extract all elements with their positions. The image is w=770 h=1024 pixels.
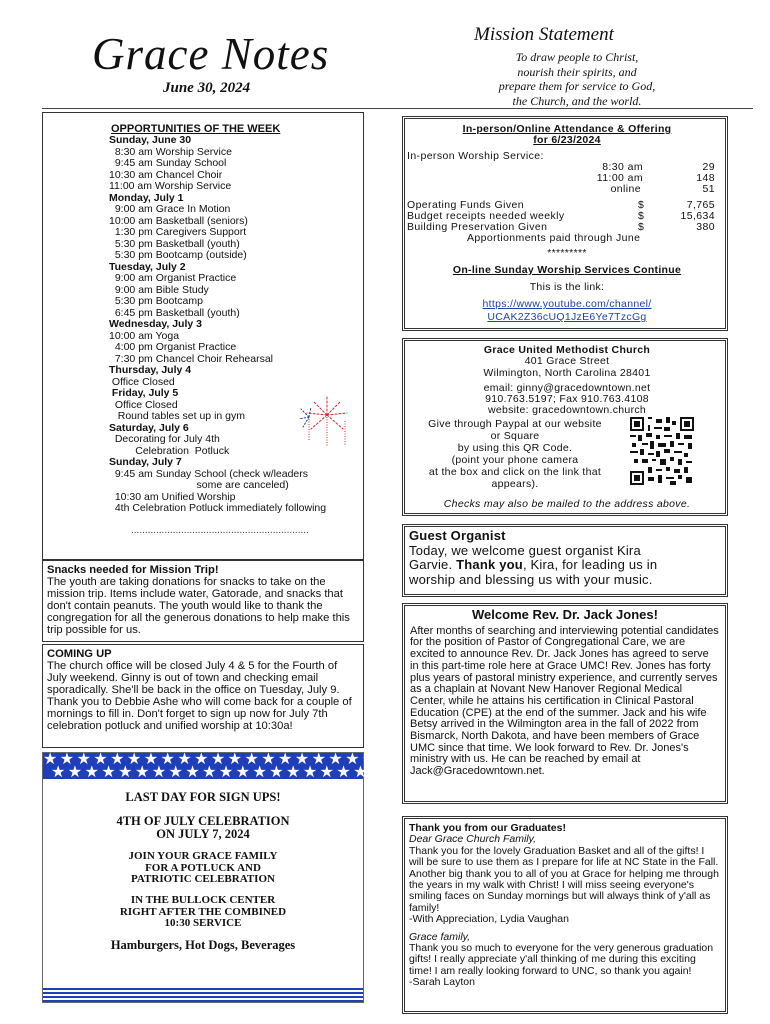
attendance-count: 29 bbox=[702, 161, 715, 173]
schedule-item: 9:00 am Grace In Motion bbox=[109, 203, 231, 215]
guest-line: worship and blessing us with your music. bbox=[409, 571, 653, 587]
church-address: 401 Grace Street bbox=[524, 355, 610, 367]
welcome-body: After months of searching and interviewing potential candidates for the position of Pastor of Congregational Care, we are excited to announce Rev. Dr. Jack Jones has agreed to serve in this part-time role here at Grace UMC! Rev. Jones has forty plus years of pastoral ministry experience, and currently serves as a chaplain at Novant New Hanover Regional Medical Center, while he attains his certification in Clinical Pastoral Education (CPE) at the end of the summer. Jack and his wife Betsy arrived in the Wilmington area in the fall of 2022 from Bismarck, North Dakota, and have been members of Grace UMC since that time. We look forward to Rev. Dr. Jones's ministry with us. He can be reached by email at Jack@Gracedowntown.net. bbox=[410, 624, 719, 778]
mission-line: the Church, and the world. bbox=[512, 93, 642, 108]
newsletter-date: June 30, 2024 bbox=[163, 80, 251, 96]
give-text: or Square bbox=[490, 430, 540, 442]
give-text: by using this QR Code. bbox=[457, 442, 573, 454]
schedule-item: 1:30 pm Caregivers Support bbox=[109, 226, 247, 238]
attendance-count: 51 bbox=[702, 183, 715, 195]
apportionments-text: Apportionments paid through June bbox=[467, 232, 641, 244]
schedule-item: Decorating for July 4th bbox=[109, 433, 220, 445]
thanks-body: Thank you for the lovely Graduation Basket and all of the gifts! I will be sure to use them as I prepare for life at NC State in the Fall. Another big thank you to all of you at Grace for helping me through the years in my walk with Christ! I will miss seeing everyone's smiling faces on Sunday mornings but will always think of y'all as family! bbox=[409, 844, 719, 914]
church-website[interactable]: website: gracedowntown.church bbox=[487, 404, 647, 416]
guest-text: Garvie. bbox=[409, 557, 457, 572]
attendance-heading-date: for 6/23/2024 bbox=[533, 134, 601, 146]
schedule-day: Sunday, June 30 bbox=[109, 134, 192, 146]
schedule-item: 9:00 am Bible Study bbox=[109, 283, 209, 296]
guest-organist-box bbox=[402, 524, 728, 597]
flyer-line: PATRIOTIC CELEBRATION bbox=[131, 873, 275, 885]
fund-label: Building Preservation Given bbox=[407, 221, 548, 233]
attendance-heading: In-person/Online Attendance & Offering bbox=[462, 123, 672, 135]
schedule-item: 4th Celebration Potluck immediately following bbox=[109, 502, 327, 514]
dotted-divider: ................................................................ bbox=[131, 525, 309, 536]
attendance-count: 148 bbox=[696, 172, 715, 184]
schedule-day: Thursday, July 4 bbox=[109, 364, 192, 376]
thanks-heading: Thank you from our Graduates! bbox=[409, 822, 566, 834]
give-text: Give through Paypal at our website bbox=[428, 418, 602, 430]
fund-value: 380 bbox=[696, 221, 715, 233]
flyer-signup: LAST DAY FOR SIGN UPS! bbox=[125, 790, 281, 804]
schedule-item: 11:00 am Worship Service bbox=[109, 180, 232, 192]
thanks-salutation: Grace family, bbox=[409, 930, 471, 943]
fireworks-icon bbox=[297, 395, 355, 449]
schedule-item: 8:30 am Worship Service bbox=[109, 145, 232, 158]
youtube-link-channel[interactable]: UCAK2Z36cUQ1JzE6Ye7TzcGg bbox=[487, 311, 647, 323]
schedule-item: 6:45 pm Basketball (youth) bbox=[109, 306, 240, 319]
welcome-box bbox=[402, 603, 728, 804]
flyer-line: 10:30 SERVICE bbox=[164, 917, 242, 929]
header-divider bbox=[42, 108, 753, 109]
church-info-box bbox=[402, 338, 728, 516]
schedule-day: Friday, July 5 bbox=[109, 387, 179, 399]
mission-line: To draw people to Christ, bbox=[515, 50, 639, 64]
attendance-time: online bbox=[610, 183, 641, 195]
guest-line: Today, we welcome guest organist Kira bbox=[409, 542, 641, 558]
star-separator: ********* bbox=[547, 247, 587, 259]
online-worship-heading: On-line Sunday Worship Services Continue bbox=[452, 264, 682, 276]
worship-label: In-person Worship Service: bbox=[407, 150, 544, 162]
mission-line: prepare them for service to God, bbox=[498, 79, 656, 93]
fund-value: 7,765 bbox=[686, 199, 715, 211]
schedule-item: Round tables set up in gym bbox=[109, 410, 245, 422]
flyer-join bbox=[43, 851, 363, 886]
schedule-day: Monday, July 1 bbox=[109, 191, 184, 204]
give-text: (point your phone camera bbox=[451, 454, 579, 466]
schedule-day: Tuesday, July 2 bbox=[109, 260, 186, 273]
flyer-line: FOR A POTLUCK AND bbox=[145, 861, 261, 874]
attendance-time: 8:30 am bbox=[602, 161, 643, 173]
schedule-item: 10:00 am Yoga bbox=[109, 329, 180, 342]
snacks-box bbox=[42, 560, 364, 642]
thanks-signature: -Sarah Layton bbox=[409, 976, 475, 989]
flyer-line: IN THE BULLOCK CENTER bbox=[130, 894, 276, 906]
july-4th-flyer bbox=[42, 751, 417, 1003]
fund-value: 15,634 bbox=[680, 210, 715, 222]
qr-code-icon[interactable] bbox=[630, 417, 694, 485]
thanks-body: Thank you so much to everyone for the very generous graduation gifts! I really appreciate y'all thinking of me during this exciting time! I am really looking forward to UNC, so thank you again! bbox=[409, 942, 714, 977]
guest-line bbox=[409, 558, 721, 573]
church-name: Grace United Methodist Church bbox=[483, 344, 651, 356]
stars-row: ★ ★ ★ ★ ★ ★ ★ ★ ★ ★ ★ ★ ★ ★ ★ ★ ★ ★ ★ ★ ★ ★ bbox=[51, 764, 417, 781]
church-phone: 910.763.5197; Fax 910.763.4108 bbox=[485, 393, 649, 405]
snacks-heading: Snacks needed for Mission Trip! bbox=[47, 564, 219, 576]
schedule-day: Saturday, July 6 bbox=[109, 421, 189, 434]
thanks-salutation: Dear Grace Church Family, bbox=[409, 833, 537, 846]
schedule-item: Office Closed bbox=[109, 398, 178, 411]
fund-currency: $ bbox=[638, 199, 645, 211]
schedule-item: Office Closed bbox=[109, 375, 175, 388]
schedule-item: some are canceled) bbox=[109, 479, 289, 491]
schedule-day: Sunday, July 7 bbox=[109, 456, 182, 468]
schedule-item: 5:30 pm Bootcamp bbox=[109, 295, 203, 307]
schedule-item: 9:45 am Sunday School (check w/leaders bbox=[109, 467, 309, 480]
stripes-banner bbox=[43, 988, 363, 1002]
stars-banner bbox=[43, 751, 417, 781]
schedule-day: Wednesday, July 3 bbox=[109, 318, 202, 330]
church-email[interactable]: email: ginny@gracedowntown.net bbox=[483, 382, 651, 394]
coming-up-body: The church office will be closed July 4 & 5 for the Fourth of July weekend. Ginny is out of town and checking email sporadically. She'll be back in the office on Tuesday, July 9. Thank you to Debbie Ashe who will come back for a couple of mornings to fill in. Don't forget to sign up now for July 7th celebration potluck and unified worship at 10:30a! bbox=[47, 660, 352, 732]
coming-up-box bbox=[42, 644, 364, 748]
schedule-item: 4:00 pm Organist Practice bbox=[109, 341, 237, 353]
youtube-link[interactable]: https://www.youtube.com/channel/ bbox=[482, 298, 652, 310]
schedule-item: 5:30 pm Basketball (youth) bbox=[109, 237, 240, 250]
newsletter-title: Grace Notes bbox=[92, 29, 330, 79]
coming-up-heading: COMING UP bbox=[47, 648, 112, 660]
flyer-line: ON JULY 7, 2024 bbox=[156, 827, 250, 841]
guest-text: , Kira, for leading us in bbox=[522, 557, 658, 572]
schedule-item: 10:30 am Unified Worship bbox=[109, 490, 236, 503]
stars-row: ★ ★ ★ ★ ★ ★ ★ ★ ★ ★ ★ ★ ★ ★ ★ ★ ★ ★ ★ ★ ★ ★ bbox=[43, 751, 409, 768]
give-text: appears). bbox=[491, 478, 539, 490]
schedule-item: Celebration Potluck bbox=[109, 444, 230, 457]
opportunities-box bbox=[42, 112, 364, 560]
schedule-item: 10:00 am Basketball (seniors) bbox=[109, 214, 248, 227]
fund-label: Budget receipts needed weekly bbox=[407, 210, 565, 222]
attendance-box bbox=[402, 116, 728, 331]
fund-currency: $ bbox=[638, 221, 645, 233]
flyer-line: RIGHT AFTER THE COMBINED bbox=[119, 905, 287, 918]
church-city: Wilmington, North Carolina 28401 bbox=[483, 367, 651, 379]
schedule-item: 9:45 am Sunday School bbox=[109, 157, 227, 169]
opportunities-list bbox=[109, 135, 359, 515]
mission-statement-title: Mission Statement bbox=[474, 24, 614, 45]
flyer-celebration bbox=[43, 815, 363, 841]
flyer-line: 4TH OF JULY CELEBRATION bbox=[116, 814, 290, 828]
schedule-item: 9:00 am Organist Practice bbox=[109, 272, 237, 284]
schedule-item: 10:30 am Chancel Choir bbox=[109, 168, 223, 181]
link-label: This is the link: bbox=[529, 281, 605, 293]
give-text: at the box and click on the link that bbox=[428, 466, 602, 478]
flyer-line: JOIN YOUR GRACE FAMILY bbox=[128, 850, 278, 862]
flyer-food: Hamburgers, Hot Dogs, Beverages bbox=[110, 938, 296, 952]
attendance-time: 11:00 am bbox=[596, 172, 643, 184]
flyer-location bbox=[43, 895, 363, 930]
welcome-heading: Welcome Rev. Dr. Jack Jones! bbox=[472, 607, 658, 622]
checks-note: Checks may also be mailed to the address above. bbox=[443, 498, 691, 510]
mission-statement-text bbox=[462, 50, 692, 108]
guest-organist-heading: Guest Organist bbox=[409, 528, 506, 543]
graduates-thanks-box bbox=[402, 816, 728, 1014]
schedule-item: 5:30 pm Bootcamp (outside) bbox=[109, 249, 247, 261]
fund-currency: $ bbox=[638, 210, 645, 222]
schedule-item: 7:30 pm Chancel Choir Rehearsal bbox=[109, 352, 274, 365]
mission-line: nourish their spirits, and bbox=[517, 64, 637, 79]
thanks-signature: -With Appreciation, Lydia Vaughan bbox=[409, 913, 569, 926]
opportunities-heading: OPPORTUNITIES OF THE WEEK bbox=[111, 123, 281, 135]
guest-thank-you: Thank you bbox=[456, 557, 523, 572]
snacks-body: The youth are taking donations for snacks to take on the mission trip. Items include water, Gatorade, and snacks that don't contain peanuts. The youth would like to thank the congregation for all the generous donations to help make this trip possible for us. bbox=[47, 576, 350, 636]
fund-label: Operating Funds Given bbox=[407, 199, 524, 211]
